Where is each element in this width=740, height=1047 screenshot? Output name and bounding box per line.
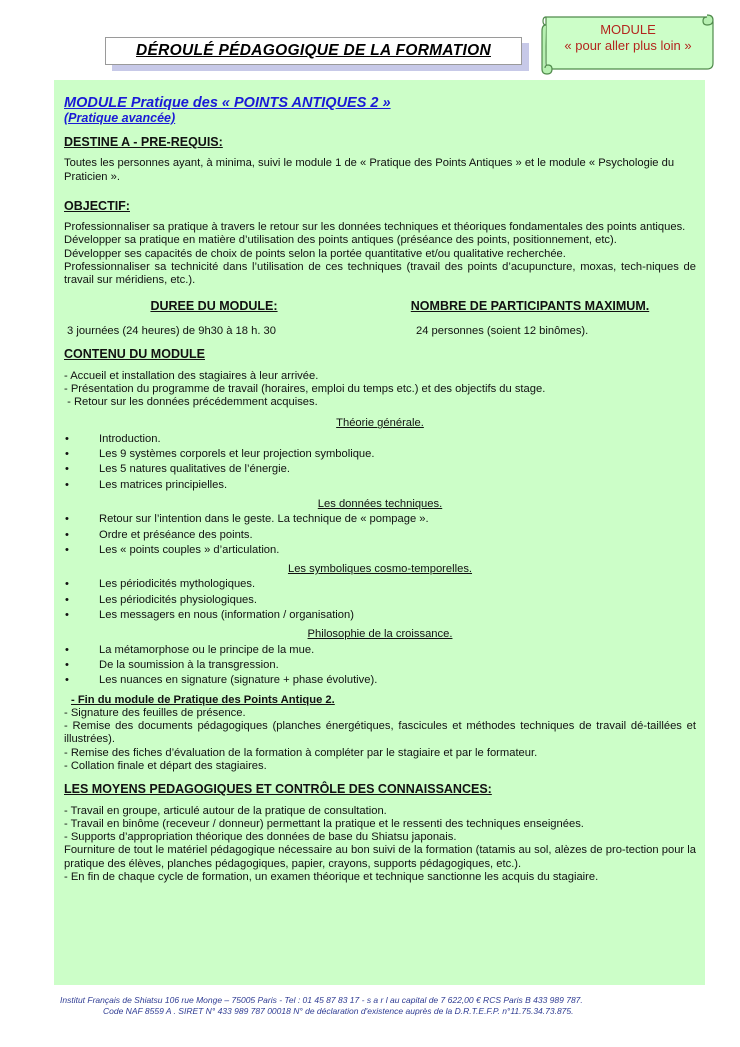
fin-item: - Remise des documents pédagogiques (planches énergétiques, fascicules et méthodes techniques de travail dé-taillées et illustrées).	[64, 720, 696, 746]
section-title: Les données techniques.	[317, 497, 443, 510]
objectif-paragraph: Professionnaliser sa pratique à travers le retour sur les données techniques et théoriques fondamentales des points antiques.	[64, 221, 686, 234]
moyens-item: - Travail en binôme (receveur / donneur) permettant la pratique et le ressenti des techniques enseignées.	[64, 817, 584, 830]
objectif-paragraph: Professionnaliser sa technicité dans l’utilisation de ces techniques (travail des points d’acupuncture, moxas, tech-niques de travail sur méridiens, etc.).	[64, 261, 696, 287]
contenu-intro-line: - Retour sur les données précédemment acquises.	[64, 396, 318, 409]
bullet-list	[64, 433, 696, 492]
list-item: • La métamorphose ou le principe de la mue.	[64, 644, 696, 657]
list-item: • Ordre et préséance des points.	[64, 529, 696, 542]
fin-item: - Remise des fiches d’évaluation de la formation à compléter par le stagiaire et par le formateur.	[64, 746, 538, 759]
document-title-box	[105, 37, 522, 65]
list-item: • Les 5 natures qualitatives de l’énergie.	[64, 463, 696, 476]
fin-item: - Signature des feuilles de présence.	[64, 706, 246, 719]
prerequis-heading: DESTINE A - PRE-REQUIS:	[64, 135, 223, 149]
duree-participants-row	[64, 300, 696, 339]
badge-line-2: « pour aller plus loin »	[564, 38, 692, 53]
list-item: • Les périodicités physiologiques.	[64, 594, 696, 607]
bullet-list	[64, 644, 696, 688]
list-item: • De la soumission à la transgression.	[64, 659, 696, 672]
prerequis-text: Toutes les personnes ayant, à minima, suivi le module 1 de « Pratique des Points Antiques » et le module « Psychologie du Praticien ».	[64, 157, 675, 183]
footer-line-1: Institut Français de Shiatsu 106 rue Monge – 75005 Paris - Tel : 01 45 87 83 17 - s a r l au capital de 7 622,00 € RCS Paris B 433 989 787.	[60, 995, 583, 1005]
fin-item: - Collation finale et départ des stagiaires.	[64, 759, 267, 772]
module-scroll-badge	[541, 11, 715, 75]
module-subtitle: (Pratique avancée)	[64, 111, 176, 125]
moyens-item: - En fin de chaque cycle de formation, un examen théorique et technique sanctionne les acquis du stagiaire.	[64, 871, 599, 884]
moyens-item: - Travail en groupe, articulé autour de la pratique de consultation.	[64, 804, 387, 817]
section-title: Théorie générale.	[336, 417, 424, 430]
list-item: • Les périodicités mythologiques.	[64, 578, 696, 591]
footer	[60, 995, 700, 1017]
badge-line-1: MODULE	[600, 22, 656, 37]
list-item: • Les nuances en signature (signature + phase évolutive).	[64, 674, 696, 687]
participants-heading: NOMBRE DE PARTICIPANTS MAXIMUM.	[410, 298, 650, 313]
bullet-list	[64, 578, 696, 622]
participants-text: 24 personnes (soient 12 binômes).	[416, 324, 589, 337]
list-item: • Retour sur l’intention dans le geste. La technique de « pompage ».	[64, 513, 696, 526]
list-item: • Introduction.	[64, 433, 696, 446]
content-body	[64, 95, 696, 884]
section-title: Philosophie de la croissance.	[307, 628, 453, 641]
fin-module-heading: - Fin du module de Pratique des Points Antique 2.	[71, 693, 335, 706]
list-item: • Les 9 systèmes corporels et leur projection symbolique.	[64, 448, 696, 461]
contenu-intro-line: - Présentation du programme de travail (horaires, emploi du temps etc.) et des objectifs du stage.	[64, 382, 546, 395]
duree-heading: DUREE DU MODULE:	[150, 298, 278, 313]
list-item: • Les messagers en nous (information / organisation)	[64, 609, 696, 622]
moyens-item: Fourniture de tout le matériel pédagogique nécessaire au bon suivi de la formation (tatamis au sol, alèzes de pro-tection pour la pratique des élèves, planches pédagogiques, papier, crayons, supports pédagogiques, etc.).	[64, 844, 696, 870]
footer-line-2: Code NAF 8559 A . SIRET N° 433 989 787 00018 N° de déclaration d'existence auprès de la D.R.T.E.F.P. n°11.75.34.73.875.	[103, 1006, 574, 1016]
section-title: Les symboliques cosmo-temporelles.	[287, 563, 473, 576]
moyens-heading: LES MOYENS PEDAGOGIQUES ET CONTRÔLE DES CONNAISSANCES:	[64, 782, 492, 797]
objectif-paragraph: Développer sa pratique en matière d’utilisation des points antiques (préséance des points, positionnement, etc).	[64, 234, 617, 247]
module-title: MODULE Pratique des « POINTS ANTIQUES 2 »	[64, 95, 391, 111]
duree-text: 3 journées (24 heures) de 9h30 à 18 h. 30	[67, 324, 276, 337]
contenu-intro-line: - Accueil et installation des stagiaires à leur arrivée.	[64, 369, 319, 382]
objectif-paragraph: Développer ses capacités de choix de points selon la portée quantitative et/ou qualitative recherchée.	[64, 247, 566, 260]
list-item: • Les « points couples » d’articulation.	[64, 544, 696, 557]
list-item: • Les matrices principielles.	[64, 479, 696, 492]
bullet-list	[64, 513, 696, 557]
objectif-heading: OBJECTIF:	[64, 198, 130, 213]
moyens-item: - Supports d’appropriation théorique des données de base du Shiatsu japonais.	[64, 831, 457, 844]
contenu-heading: CONTENU DU MODULE	[64, 347, 205, 362]
document-title: DÉROULÉ PÉDAGOGIQUE DE LA FORMATION	[136, 42, 491, 59]
